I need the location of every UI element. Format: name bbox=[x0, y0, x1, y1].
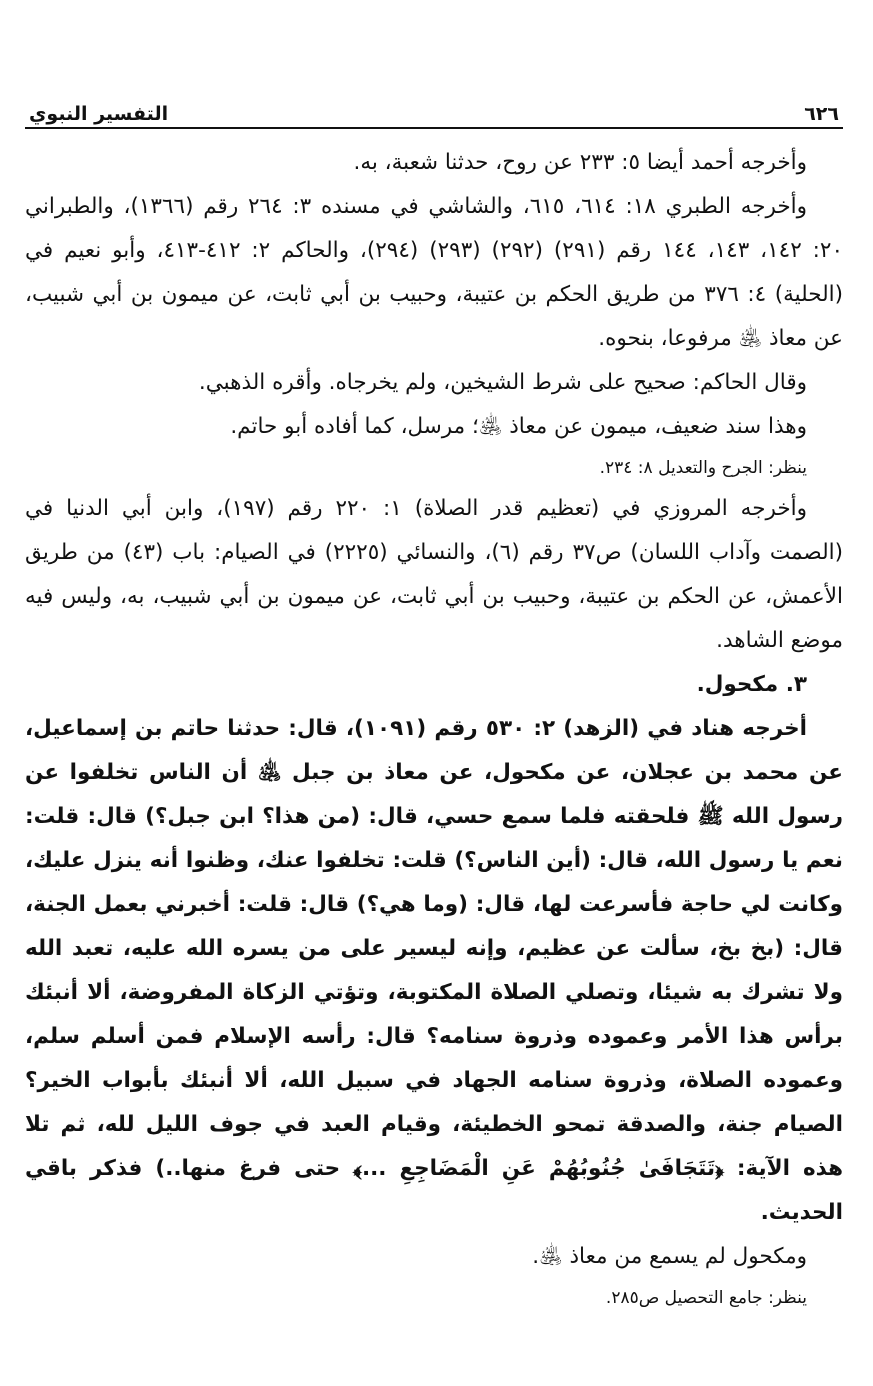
paragraph-hannad: أخرجه هناد في (الزهد) ٢: ٥٣٠ رقم (١٠٩١)، قال: حدثنا حاتم بن إسماعيل، عن محمد بن عجلان، عن مكحول، عن معاذ بن جبل ﵁ أن الناس تخلفوا عن رسول الله ﷺ فلحقته فلما سمع حسي، قال: (من هذا؟ ابن جبل؟) قال: قلت: نعم يا رسول الله، قال: (أين الناس؟) قلت: تخلفوا عنك، وظنوا أنه ينزل عليك، وكانت لي حاجة فأسرعت لها، قال: (وما هي؟) قال: قلت: أخبرني بعمل الجنة، قال: (بخ بخ، سألت عن عظيم، وإنه ليسير على من يسره الله عليه، تعبد الله ولا تشرك به شيئا، وتصلي الصلاة المكتوبة، وتؤتي الزكاة المفروضة، ألا أنبئك برأس هذا الأمر وعموده وذروة سنامه؟ قال: رأسه الإسلام فمن أسلم سلم، وعموده الصلاة، وذروة سنامه الجهاد في سبيل الله، ألا أنبئك بأبواب الخير؟ الصيام جنة، والصدقة تمحو الخطيئة، وقيام العبد في جوف الليل لله، ثم تلا هذه الآية: ﴿تَتَجَافَىٰ جُنُوبُهُمْ عَنِ الْمَضَاجِعِ ...﴾ حتى فرغ منها..) فذكر باقي الحديث. bbox=[25, 716, 843, 1225]
paragraph-tabari: وأخرجه الطبري ١٨: ٦١٤، ٦١٥، والشاشي في مسنده ٣: ٢٦٤ رقم (١٣٦٦)، والطبراني ٢٠: ١٤٢، ١٤٣، ١٤٤ رقم (٢٩١) (٢٩٢) (٢٩٣) (٢٩٤)، والحاكم ٢: ٤١٢-٤١٣، وأبو نعيم في (الحلية) ٤: ٣٧٦ من طريق الحكم بن عتيبة، وحبيب بن أبي ثابت، عن ميمون بن أبي شبيب، عن معاذ ﵁ مرفوعا، بنحوه. bbox=[25, 194, 844, 351]
paragraph-ahmad: وأخرجه أحمد أيضا ٥: ٢٣٣ عن روح، حدثنا شعبة، به. bbox=[353, 150, 807, 175]
book-page bbox=[25, 95, 843, 1317]
paragraph-marwazi: وأخرجه المروزي في (تعظيم قدر الصلاة) ١: ٢٢٠ رقم (١٩٧)، وابن أبي الدنيا في (الصمت وآداب اللسان) ص٣٧ رقم (٦)، والنسائي (٢٢٢٥) في الصيام: باب (٤٣) من طريق الأعمش، عن الحكم بن عتيبة، وحبيب بن أبي ثابت، عن ميمون بن أبي شبيب، به، وليس فيه موضع الشاهد. bbox=[25, 496, 843, 653]
paragraph-makhul-note: ومكحول لم يسمع من معاذ ﵁. bbox=[532, 1244, 807, 1269]
reference-note-tahsil: ينظر: جامع التحصيل ص٢٨٥. bbox=[605, 1288, 807, 1308]
section-heading-makhul: ٣. مكحول. bbox=[696, 672, 807, 697]
page-body bbox=[25, 141, 843, 1317]
page-header bbox=[25, 95, 843, 129]
page-number: ٦٢٦ bbox=[804, 103, 839, 125]
book-title: التفسير النبوي bbox=[29, 103, 169, 125]
reference-note-jarh: ينظر: الجرح والتعديل ٨: ٢٣٤. bbox=[599, 458, 807, 478]
paragraph-hakim: وقال الحاكم: صحيح على شرط الشيخين، ولم يخرجاه. وأقره الذهبي. bbox=[198, 370, 807, 395]
paragraph-weak-chain: وهذا سند ضعيف، ميمون عن معاذ ﵁؛ مرسل، كما أفاده أبو حاتم. bbox=[230, 414, 807, 439]
